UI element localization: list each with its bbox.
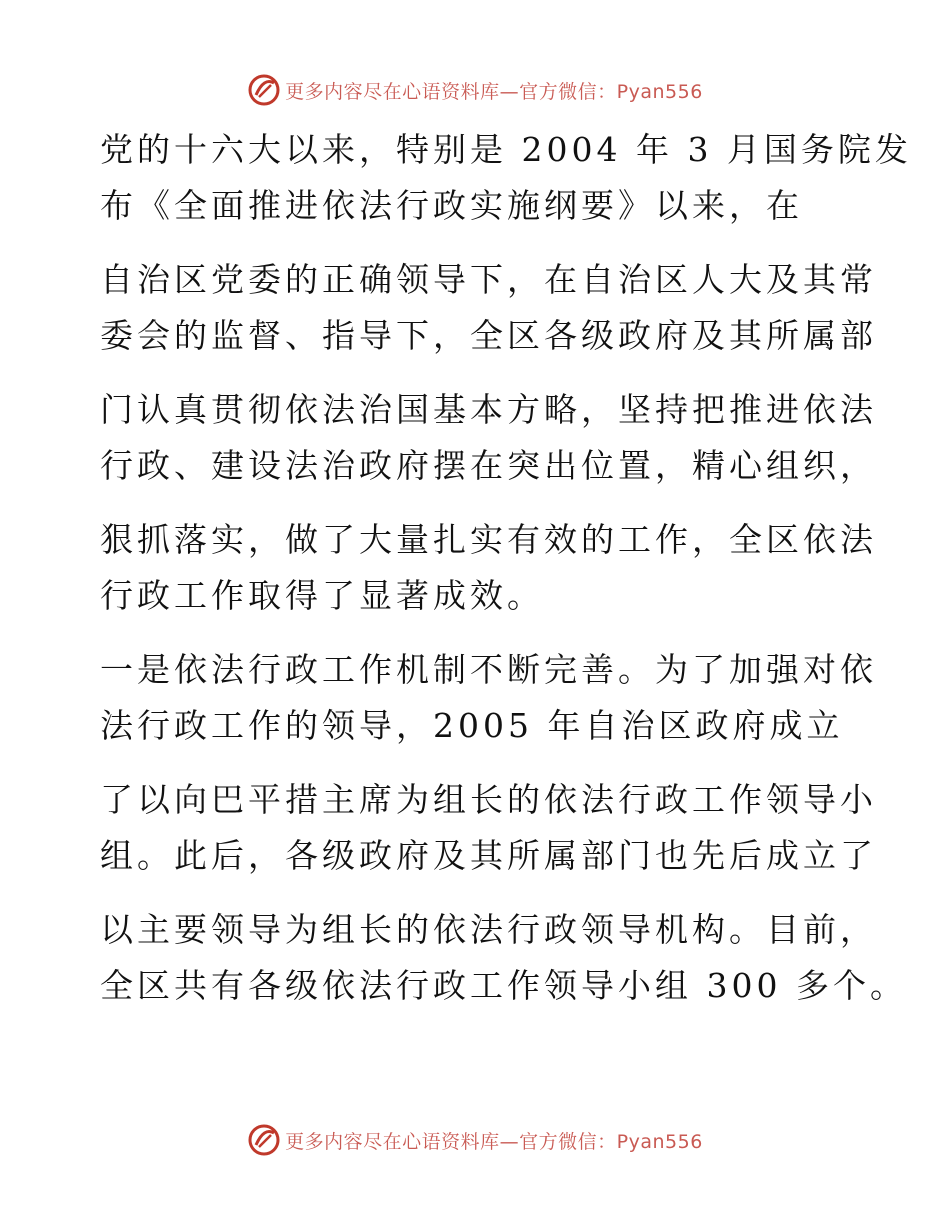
text-line: 委会的监督、指导下，全区各级政府及其所属部 xyxy=(100,316,877,355)
text-line: 组。此后，各级政府及其所属部门也先后成立了 xyxy=(100,836,877,875)
text-line: 门认真贯彻依法治国基本方略，坚持把推进依法 xyxy=(100,390,877,429)
text-line: 行政、建设法治政府摆在突出位置，精心组织， xyxy=(100,446,877,485)
text-line: 全区共有各级依法行政工作领导小组 300 多个。 xyxy=(100,966,907,1005)
brand-logo-icon xyxy=(247,1123,281,1157)
text-line: 以主要领导为组长的依法行政领导机构。目前， xyxy=(100,910,877,949)
footer-banner xyxy=(0,1122,950,1158)
text-line: 党的十六大以来，特别是 2004 年 3 月国务院发 xyxy=(100,130,912,169)
text-line: 自治区党委的正确领导下，在自治区人大及其常 xyxy=(100,260,877,299)
text-line: 狠抓落实，做了大量扎实有效的工作，全区依法 xyxy=(100,520,877,559)
text-line: 了以向巴平措主席为组长的依法行政工作领导小 xyxy=(100,780,877,819)
text-line: 布《全面推进依法行政实施纲要》以来，在 xyxy=(100,186,803,225)
text-line: 行政工作取得了显著成效。 xyxy=(100,576,544,615)
footer-banner-text: 更多内容尽在心语资料库—官方微信：Pyan556 xyxy=(285,1130,703,1153)
header-banner-text: 更多内容尽在心语资料库—官方微信：Pyan556 xyxy=(285,80,703,103)
text-line: 法行政工作的领导，2005 年自治区政府成立 xyxy=(100,706,844,745)
text-line: 一是依法行政工作机制不断完善。为了加强对依 xyxy=(100,650,877,689)
